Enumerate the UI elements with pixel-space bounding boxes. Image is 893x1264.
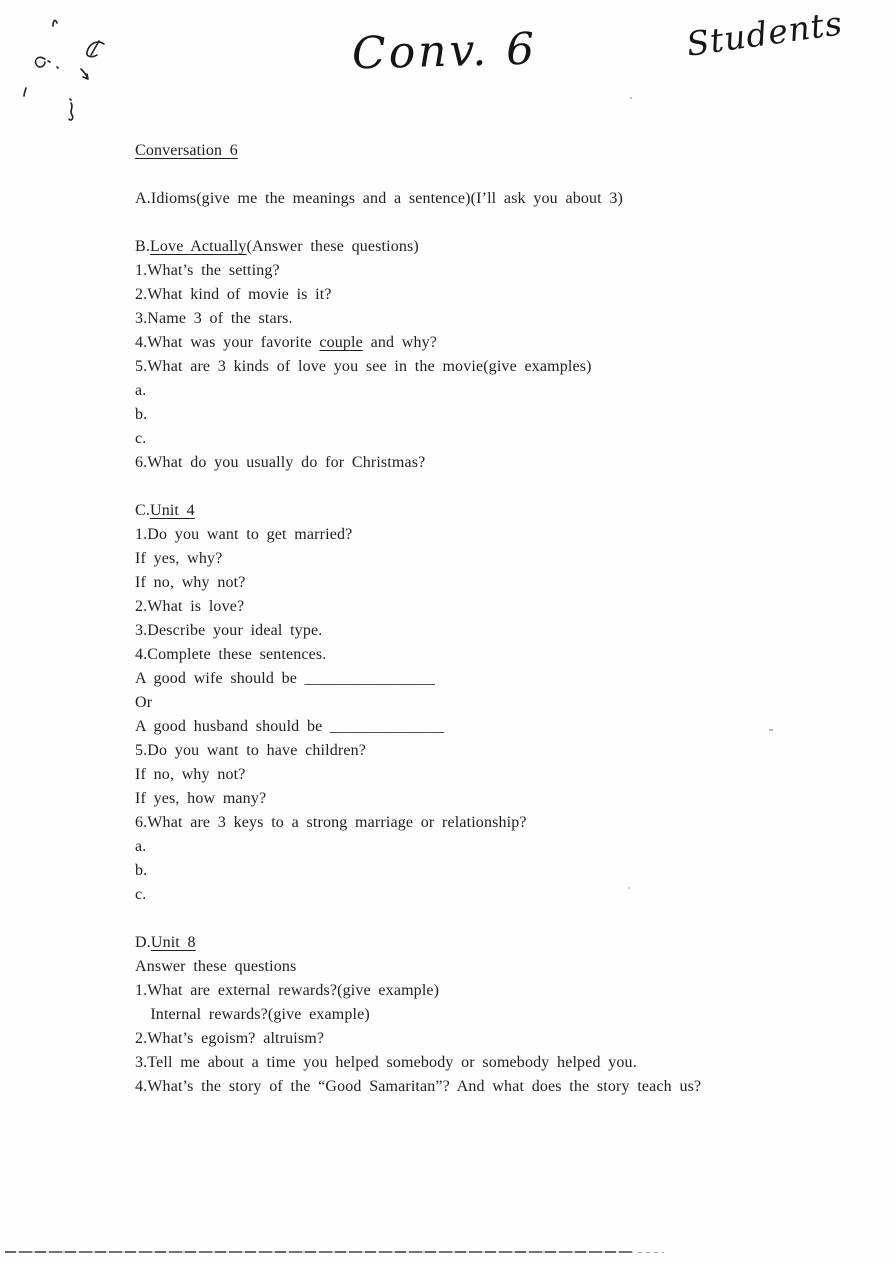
- text-segment: 1.Do you want to get married?: [135, 526, 353, 543]
- text-line: [135, 427, 865, 451]
- text-line: [135, 763, 865, 787]
- section-d-heading: [135, 931, 865, 955]
- text-segment: 4.Complete these sentences.: [135, 646, 327, 663]
- text-segment: a.: [135, 382, 147, 399]
- worksheet-body: [135, 139, 865, 1099]
- text-segment: A good husband should be ______________: [135, 718, 445, 735]
- text-line: [135, 643, 865, 667]
- text-segment: 3.Describe your ideal type.: [135, 622, 323, 639]
- section-b-heading: [135, 235, 865, 259]
- text-segment: c.: [135, 886, 147, 903]
- text-line: [135, 667, 865, 691]
- text-segment: C.: [135, 502, 150, 519]
- text-segment: 3.Name 3 of the stars.: [135, 310, 293, 327]
- blank-line: [135, 163, 865, 187]
- blank-line: [135, 907, 865, 931]
- underlined-text: Unit 8: [150, 934, 196, 951]
- text-line: [135, 403, 865, 427]
- ink-mark: [87, 41, 104, 57]
- text-line: [135, 451, 865, 475]
- text-segment: and why?: [362, 334, 438, 351]
- scan-speck: [769, 729, 773, 731]
- text-segment: b.: [135, 406, 148, 423]
- text-segment: D.: [135, 934, 151, 951]
- blank-line: [135, 211, 865, 235]
- text-segment: 2.What is love?: [135, 598, 245, 615]
- text-line: [135, 283, 865, 307]
- ink-mark: [24, 88, 26, 96]
- text-segment: If yes, why?: [135, 550, 223, 567]
- ink-mark: [69, 99, 73, 120]
- text-segment: (Answer these questions): [246, 238, 419, 255]
- document-title: [135, 139, 865, 163]
- text-segment: A.Idioms(give me the meanings and a sentence)(I’ll ask you about 3): [135, 190, 624, 207]
- text-segment: If no, why not?: [135, 766, 246, 783]
- text-segment: A good wife should be ________________: [135, 670, 436, 687]
- text-line: [135, 979, 865, 1003]
- ink-mark: [81, 69, 88, 79]
- text-line: [135, 1075, 865, 1099]
- text-line: [135, 1051, 865, 1075]
- ink-mark: [53, 20, 57, 26]
- text-segment: 5.What are 3 kinds of love you see in the movie(give examples): [135, 358, 592, 375]
- text-segment: 1.What’s the setting?: [135, 262, 280, 279]
- text-line: [135, 1027, 865, 1051]
- text-segment: b.: [135, 862, 148, 879]
- text-segment: a.: [135, 838, 147, 855]
- text-segment: 5.Do you want to have children?: [135, 742, 366, 759]
- underlined-text: Conversation 6: [135, 142, 238, 159]
- text-segment: 2.What kind of movie is it?: [135, 286, 332, 303]
- scan-speck: [630, 97, 632, 99]
- underlined-text: Love Actually: [149, 238, 247, 255]
- text-line: [135, 835, 865, 859]
- text-line: [135, 715, 865, 739]
- text-segment: 3.Tell me about a time you helped somebody or somebody helped you.: [135, 1054, 637, 1071]
- text-segment: Answer these questions: [135, 958, 297, 975]
- text-segment: 4.What’s the story of the “Good Samaritan”? And what does the story teach us?: [135, 1078, 702, 1095]
- scan-artifact-line-tail: [638, 1252, 664, 1253]
- text-segment: B.: [135, 238, 150, 255]
- text-line: [135, 595, 865, 619]
- handwritten-students-label: Students: [684, 3, 846, 64]
- text-segment: If yes, how many?: [135, 790, 267, 807]
- text-line: [135, 259, 865, 283]
- text-segment: 1.What are external rewards?(give example): [135, 982, 440, 999]
- blank-line: [135, 475, 865, 499]
- text-line: [135, 691, 865, 715]
- text-line: [135, 1003, 865, 1027]
- text-line: [135, 355, 865, 379]
- text-segment: 6.What are 3 keys to a strong marriage or relationship?: [135, 814, 527, 831]
- text-line: [135, 331, 865, 355]
- text-line: [135, 739, 865, 763]
- text-line: [135, 379, 865, 403]
- text-line: [135, 859, 865, 883]
- scan-speck: [628, 887, 630, 889]
- section-a-heading: [135, 187, 865, 211]
- text-segment: 4.What was your favorite: [135, 334, 320, 351]
- ink-mark: [36, 57, 50, 67]
- text-line: [135, 955, 865, 979]
- text-line: [135, 787, 865, 811]
- text-line: [135, 547, 865, 571]
- text-segment: c.: [135, 430, 147, 447]
- text-segment: 6.What do you usually do for Christmas?: [135, 454, 426, 471]
- underlined-text: Unit 4: [149, 502, 195, 519]
- text-line: [135, 883, 865, 907]
- text-segment: If no, why not?: [135, 574, 246, 591]
- text-line: [135, 523, 865, 547]
- text-segment: Internal rewards?(give example): [135, 1006, 370, 1023]
- ink-mark: [57, 67, 58, 68]
- text-segment: 2.What’s egoism? altruism?: [135, 1030, 325, 1047]
- underlined-text: couple: [319, 334, 363, 351]
- text-line: [135, 571, 865, 595]
- handwritten-title: Conv. 6: [351, 23, 538, 80]
- text-line: [135, 811, 865, 835]
- text-segment: Or: [135, 694, 153, 711]
- section-c-heading: [135, 499, 865, 523]
- text-line: [135, 307, 865, 331]
- ink-scribble-marks: [0, 0, 200, 140]
- scan-artifact-line: [5, 1251, 633, 1253]
- text-line: [135, 619, 865, 643]
